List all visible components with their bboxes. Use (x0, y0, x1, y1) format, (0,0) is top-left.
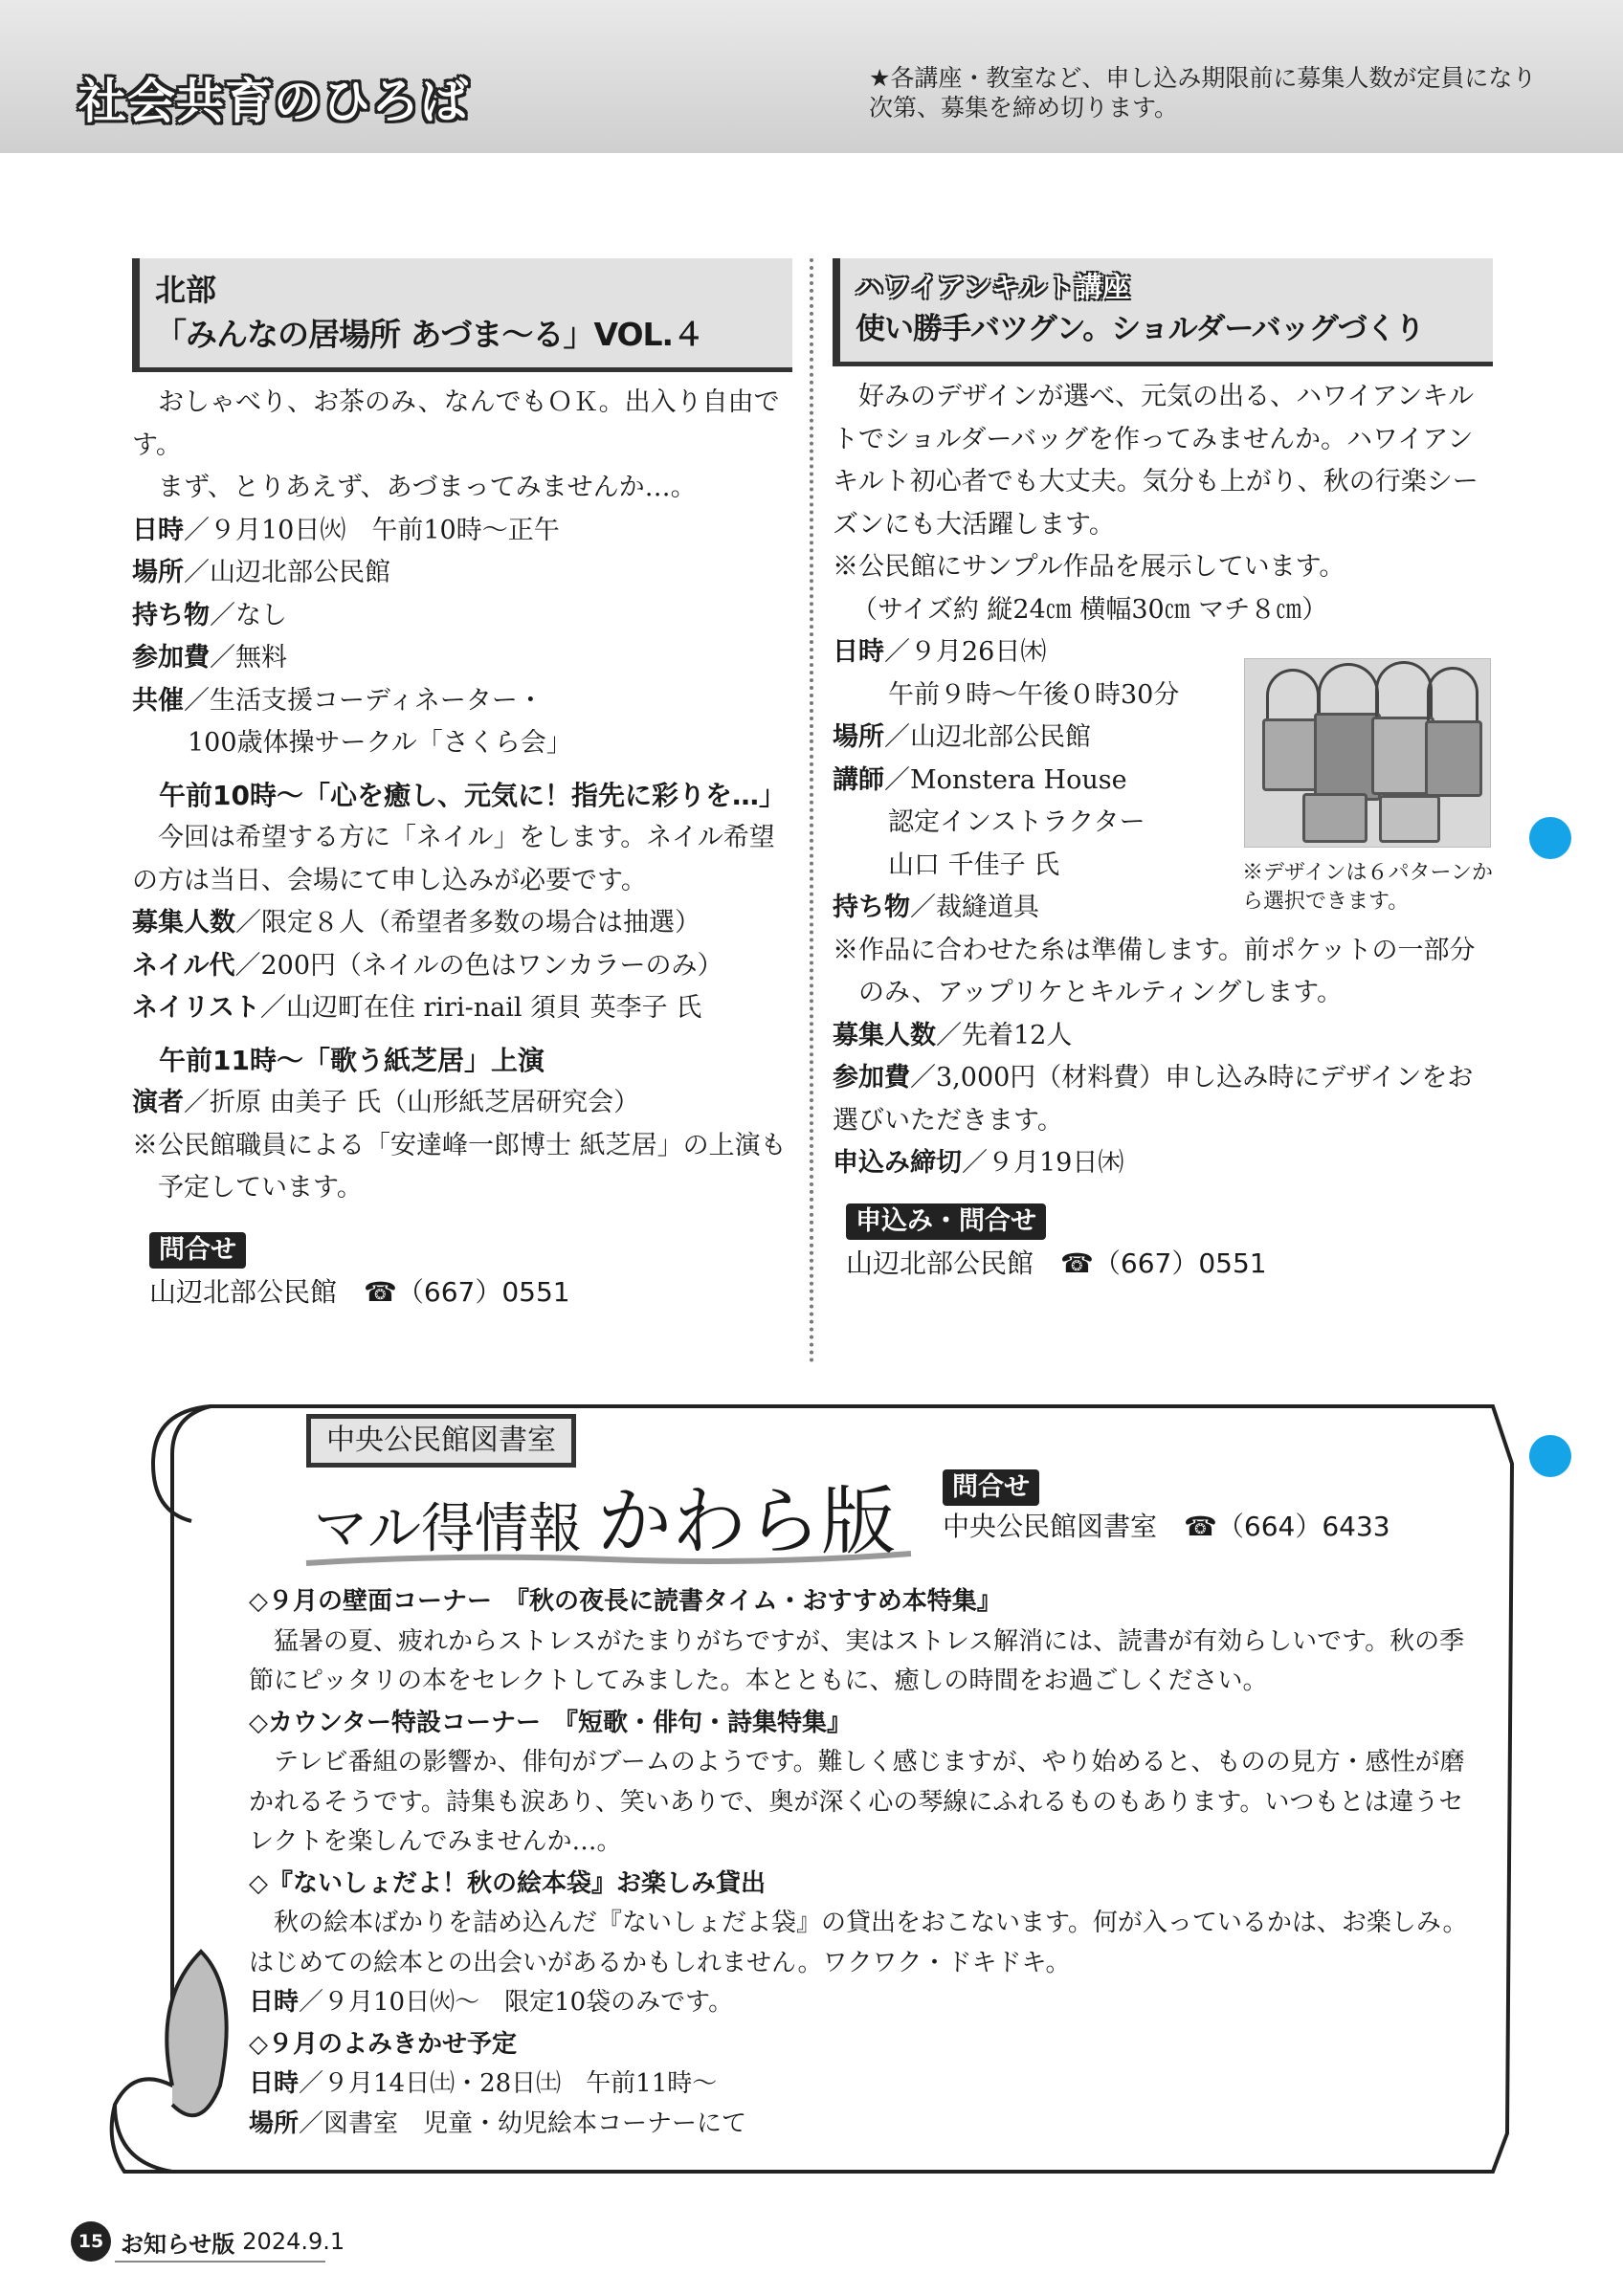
section-heading: ◇９月の壁面コーナー 『秋の夜長に読書タイム・おすすめ本特集』 (249, 1587, 1002, 1616)
left-article (132, 258, 792, 1314)
page-footer (71, 2221, 345, 2262)
section-text: 秋の絵本ばかりを詰め込んだ『ないしょだよ袋』の貸出をおこないます。何が入っているかは、お楽しみ。はじめての絵本との出会いがあるかもしれません。ワクワク・ドキドキ。 (249, 1909, 1468, 1977)
library-title-1: マル得情報 (314, 1498, 582, 1560)
library-title-2: かわら版 (597, 1479, 897, 1565)
session2-heading: 午前11時～「歌う紙芝居」上演 (159, 1044, 545, 1076)
left-article-area: 北部 (155, 272, 217, 308)
contact-info: 山辺北部公民館 ☎（667）0551 (846, 1247, 1267, 1279)
detail-row: 日時／９月10日㈫～ 限定10袋のみです。 (249, 1988, 734, 2017)
section-text: 猛暑の夏、疲れからストレスがたまりがちですが、実はストレス解消には、読書が有効らしいです。秋の季節にピッタリの本をセレクトしてみました。本とともに、癒しの時間をお過ごしください。 (249, 1626, 1465, 1695)
right-article-kicker: ハワイアンキルト講座 (856, 271, 1130, 303)
session2-note: ※公民館職員による「安達峰一郎博士 紙芝居」の上演も予定しています。 (132, 1130, 787, 1203)
accent-dot (1529, 1435, 1571, 1477)
left-article-title: 「みんなの居場所 あづま～る」VOL.４ (155, 316, 704, 353)
right-article-title: 使い勝手バツグン。ショルダーバッグづくり (856, 312, 1424, 346)
detail-row: 日時／９月10日㈫ 午前10時～正午 (132, 515, 560, 545)
contact-label: 問合せ (943, 1469, 1039, 1506)
photo-caption: ※デザインは６パターンから選択できます。 (1242, 861, 1494, 914)
contact-info: 山辺北部公民館 ☎（667）0551 (149, 1276, 570, 1308)
publication-name: お知らせ版 (121, 2230, 235, 2258)
footer-rule (115, 2261, 325, 2263)
contact-label: 問合せ (149, 1232, 246, 1269)
lecturer-line-2: 認定インストラクター (888, 807, 1145, 837)
section-heading: ◇『ないしょだよ！秋の絵本袋』お楽しみ貸出 (249, 1868, 766, 1898)
session1-heading: 午前10時～「心を癒し、元気に！指先に彩りを…」 (159, 779, 786, 811)
detail-row: 共催／生活支援コーディネーター・ (132, 685, 544, 716)
page-title: 社会共育のひろば (78, 74, 469, 129)
title-underline (302, 1548, 915, 1571)
accent-dot (1529, 817, 1571, 859)
section-heading: ◇９月のよみきかせ予定 (249, 2029, 517, 2059)
left-article-heading (132, 258, 792, 372)
page-number: 15 (71, 2221, 111, 2262)
publication-date: 2024.9.1 (242, 2228, 345, 2255)
detail-row: 日時／９月26日㈭ (833, 637, 1047, 667)
detail-row: 参加費／無料 (132, 643, 287, 673)
detail-row: 募集人数／限定８人（希望者多数の場合は抽選） (132, 908, 700, 938)
contact-info: 中央公民館図書室 ☎（664）6433 (943, 1511, 1390, 1542)
detail-row: 場所／図書室 児童・幼児絵本コーナーにて (249, 2108, 747, 2138)
column-divider (810, 258, 813, 1363)
library-body (249, 1580, 1483, 2144)
contact-label: 申込み・問合せ (846, 1203, 1046, 1240)
right-article-heading (833, 258, 1493, 366)
right-intro: 好みのデザインが選べ、元気の出る、ハワイアンキルトでショルダーバッグを作ってみませんか。ハワイアンキルト初心者でも大丈夫。気分も上がり、秋の行楽シーズンにも大活躍します。 (833, 382, 1478, 540)
bag-sample-photo (1244, 658, 1491, 848)
library-label: 中央公民館図書室 (306, 1414, 576, 1468)
session1-text: 今回は希望する方に「ネイル」をします。ネイル希望の方は当日、会場にて申し込みが必要です。 (132, 823, 775, 895)
detail-row: 持ち物／なし (132, 600, 287, 630)
detail-row: 日時／９月14日㈯・28日㈯ 午前11時～ (249, 2069, 718, 2098)
detail-row: 参加費／3,000円（材料費）申し込み時にデザインをお選びいただきます。 (833, 1063, 1474, 1136)
size-note: （サイズ約 縦24㎝ 横幅30㎝ マチ８㎝） (852, 594, 1328, 625)
cohost-line-2: 100歳体操サークル「さくら会」 (188, 728, 572, 758)
left-intro-1: おしゃべり、お茶のみ、なんでもＯＫ。出入り自由です。 (132, 387, 780, 460)
header-note: ★各講座・教室など、申し込み期限前に募集人数が定員になり次第、募集を締め切ります。 (869, 64, 1537, 121)
time-line: 午前９時～午後０時30分 (888, 679, 1180, 710)
detail-row: 場所／山辺北部公民館 (833, 722, 1091, 752)
left-intro-2: まず、とりあえず、あづまってみませんか…。 (158, 473, 697, 502)
section-heading: ◇カウンター特設コーナー 『短歌・俳句・詩集特集』 (249, 1708, 852, 1737)
detail-row: 講師／Monstera House (833, 764, 1127, 795)
lecturer-line-3: 山口 千佳子 氏 (888, 850, 1060, 880)
detail-row: ネイリスト／山辺町在住 riri-nail 須貝 英李子 氏 (132, 993, 702, 1023)
detail-row: 持ち物／裁縫道具 (833, 893, 1039, 922)
sample-note: ※公民館にサンプル作品を展示しています。 (833, 552, 1345, 582)
detail-row: 募集人数／先着12人 (833, 1020, 1073, 1050)
library-contact (943, 1469, 1390, 1548)
detail-row: 演者／折原 由美子 氏（山形紙芝居研究会） (132, 1088, 640, 1117)
section-text: テレビ番組の影響か、俳句がブームのようです。難しく感じますが、やり始めると、ものの見方・感性が磨かれるそうです。詩集も涙あり、笑いありで、奥が深く心の琴線にふれるものもあります。いつもとは違うセレクトを楽しんでみませんか…。 (249, 1748, 1465, 1856)
thread-note: ※作品に合わせた糸は準備します。前ポケットの一部分のみ、アップリケとキルティングします。 (833, 935, 1476, 1007)
detail-row: 場所／山辺北部公民館 (132, 558, 390, 587)
detail-row: ネイル代／200円（ネイルの色はワンカラーのみ） (132, 950, 723, 981)
detail-row: 申込み締切／９月19日㈭ (833, 1148, 1124, 1178)
